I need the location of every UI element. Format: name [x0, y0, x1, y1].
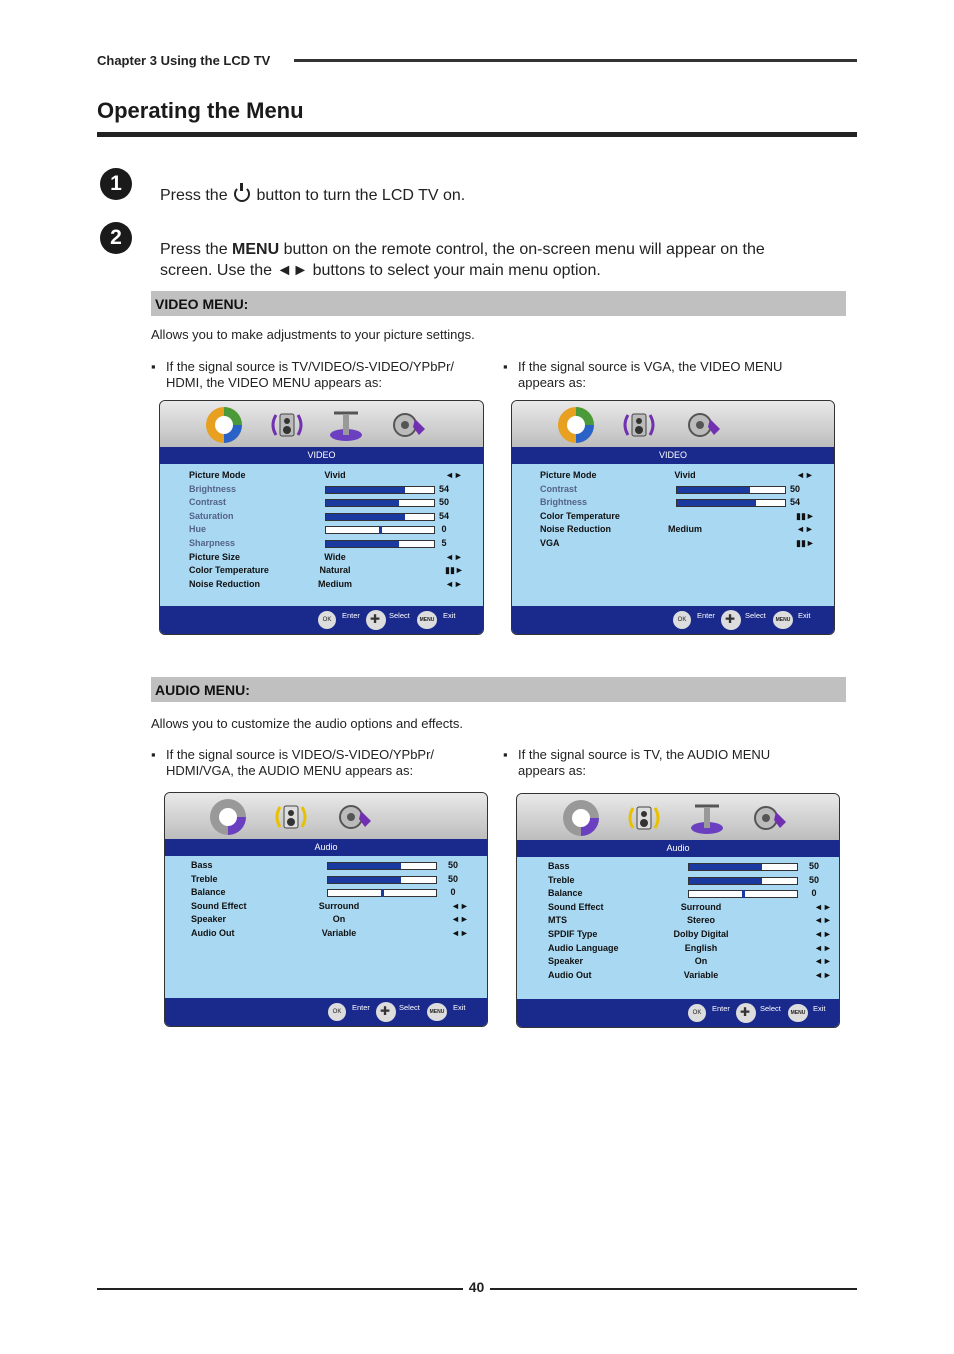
osd-row-number: 0 — [450, 887, 456, 898]
video-bullet-tv-line-2: HDMI, the VIDEO MENU appears as: — [166, 375, 383, 390]
osd-slider[interactable] — [327, 862, 437, 870]
setup-icon — [684, 405, 724, 445]
video-bullet-tv-text — [166, 359, 454, 391]
osd-row[interactable] — [189, 538, 473, 550]
menu-keyword: MENU — [232, 241, 280, 258]
osd-slider[interactable] — [327, 876, 437, 884]
page-number: 40 — [468, 1279, 485, 1295]
bullet-dot: ▪ — [503, 747, 508, 762]
osd-row-label: VGA — [540, 538, 560, 548]
osd-tab-title: VIDEO — [160, 447, 483, 464]
bullet-dot: ▪ — [503, 359, 508, 374]
dpad-icon — [376, 1002, 396, 1022]
osd-row-number: 0 — [811, 888, 817, 899]
audio-bullet-av-line-2: HDMI/VGA, the AUDIO MENU appears as: — [166, 763, 414, 778]
osd-icon-strip — [165, 793, 487, 839]
osd-row[interactable] — [540, 538, 824, 550]
osd-row-label: Picture Size — [189, 551, 241, 562]
osd-video-vga — [511, 400, 835, 635]
osd-row-label: MTS — [548, 915, 567, 926]
osd-row[interactable] — [189, 552, 473, 564]
step-1-text — [160, 185, 465, 206]
osd-row-label: Contrast — [189, 497, 227, 508]
slider-fill — [326, 514, 405, 520]
footer-rule-left — [97, 1288, 463, 1290]
left-right-arrow-icon: ◄► — [814, 969, 832, 980]
osd-row-number: 5 — [441, 538, 447, 548]
step-2-line-1 — [160, 239, 850, 260]
bullet-dot: ▪ — [151, 747, 156, 762]
osd-row[interactable] — [191, 901, 477, 913]
osd-row-label: Balance — [548, 888, 583, 899]
osd-row-number: 50 — [447, 873, 458, 884]
osd-row-value: Natural — [319, 565, 351, 576]
step-2-pre: Press the — [160, 241, 228, 258]
dpad-icon — [736, 1003, 756, 1023]
osd-row[interactable] — [540, 511, 824, 523]
video-bullet-tv-line-1: If the signal source is TV/VIDEO/S-VIDEO/YPbPr/ — [166, 359, 455, 374]
step-2-post: button on the remote control, the on-screen menu will appear on the — [283, 241, 765, 258]
dpad-icon — [721, 610, 741, 630]
audio-menu-heading-bar — [151, 677, 846, 702]
osd-audio-av — [164, 792, 488, 1027]
audio-bullet-tv — [503, 747, 843, 781]
osd-slider[interactable] — [325, 513, 435, 521]
video-bullet-tv — [151, 359, 491, 393]
ok-button-icon: OK — [318, 611, 336, 629]
osd-row-number: 50 — [438, 497, 449, 508]
video-bullet-vga-text — [518, 359, 782, 391]
bullet-dot: ▪ — [151, 359, 156, 374]
slider-fill — [689, 864, 762, 870]
osd-row-number: 50 — [808, 861, 819, 871]
osd-row-value: Surround — [318, 900, 360, 911]
step-1-post: button to turn the LCD TV on. — [256, 187, 466, 204]
osd-row[interactable] — [191, 914, 477, 926]
left-right-arrow-icon: ◄► — [814, 901, 832, 912]
osd-row-label: Picture Mode — [540, 470, 597, 480]
picture-icon — [561, 798, 601, 838]
exit-label: Exit — [813, 1004, 826, 1013]
osd-slider[interactable] — [325, 526, 435, 534]
video-bullet-vga-line-2: appears as: — [518, 375, 586, 390]
step-number-2: 2 — [100, 222, 132, 254]
left-right-arrow-icon: ◄► — [814, 956, 832, 967]
left-right-arrow-icon: ◄► — [445, 551, 463, 562]
osd-row[interactable] — [191, 874, 477, 886]
left-right-arrow-icon: ◄► — [445, 578, 463, 589]
slider-center-mark — [381, 889, 384, 897]
left-right-arrow-icon: ◄► — [451, 914, 469, 925]
osd-row-value: Dolby Digital — [673, 929, 729, 939]
slider-fill — [328, 877, 401, 883]
osd-row-number: 50 — [447, 860, 458, 870]
osd-row-label: Brightness — [540, 497, 588, 508]
osd-row-number: 54 — [789, 497, 800, 508]
slider-fill — [326, 487, 405, 493]
step-2-line-2: screen. Use the ◄► buttons to select your main menu option. — [160, 262, 601, 279]
osd-icon-strip — [517, 794, 839, 840]
left-right-arrow-icon: ◄► — [445, 470, 463, 480]
osd-row[interactable] — [189, 470, 473, 482]
video-bullet-vga — [503, 359, 843, 393]
osd-row-label: Balance — [191, 887, 226, 898]
audio-bullet-tv-line-1: If the signal source is TV, the AUDIO MENU — [518, 747, 771, 762]
exit-label: Exit — [798, 611, 811, 620]
osd-row[interactable] — [189, 524, 473, 536]
select-label: Select — [399, 1003, 420, 1012]
exit-label: Exit — [453, 1003, 466, 1012]
osd-slider[interactable] — [325, 486, 435, 494]
osd-video-tv — [159, 400, 484, 635]
video-menu-heading: VIDEO MENU: — [155, 296, 249, 312]
osd-row-value: On — [332, 914, 346, 925]
ok-button-icon: OK — [673, 611, 691, 629]
osd-row-label: Bass — [548, 861, 570, 871]
enter-submenu-icon: ▮▮► — [796, 510, 815, 521]
osd-row[interactable] — [548, 875, 829, 887]
step-number-1: 1 — [100, 168, 132, 200]
osd-row-value: Surround — [680, 901, 722, 912]
slider-fill — [689, 878, 762, 884]
osd-tab-title: Audio — [165, 839, 487, 856]
slider-fill — [677, 487, 750, 493]
chapter-label: Chapter 3 Using the LCD TV — [97, 53, 271, 68]
menu-button-icon: MENU — [773, 611, 793, 629]
audio-bullet-av — [151, 747, 491, 781]
osd-row-label: Saturation — [189, 510, 234, 521]
osd-row[interactable] — [191, 887, 477, 899]
osd-row[interactable] — [548, 861, 829, 873]
audio-bullet-tv-text — [518, 747, 770, 779]
ok-button-icon: OK — [688, 1004, 706, 1022]
picture-icon — [204, 405, 244, 445]
left-right-arrow-icon: ◄► — [451, 900, 469, 911]
enter-label: Enter — [342, 611, 360, 620]
osd-icon-strip — [512, 401, 834, 447]
step-2-text — [160, 239, 850, 281]
picture-icon — [208, 797, 248, 837]
left-right-arrow-icon: ◄► — [451, 928, 469, 938]
osd-tab-title: VIDEO — [512, 447, 834, 464]
enter-label: Enter — [697, 611, 715, 620]
exit-label: Exit — [443, 611, 456, 620]
slider-fill — [326, 541, 399, 547]
osd-row-value: Wide — [324, 551, 346, 562]
audio-bullet-tv-line-2: appears as: — [518, 763, 586, 778]
step-1-pre: Press the — [160, 187, 228, 204]
osd-row-value: Vivid — [324, 470, 346, 480]
menu-button-icon: MENU — [427, 1003, 447, 1021]
osd-legend-bar — [512, 606, 834, 634]
osd-row-label: Noise Reduction — [540, 524, 612, 535]
tv-channel-icon — [326, 405, 366, 445]
osd-row-value: Stereo — [686, 915, 715, 926]
osd-slider[interactable] — [325, 499, 435, 507]
osd-legend-bar — [160, 606, 483, 634]
osd-row-value: Medium — [667, 524, 702, 535]
osd-row[interactable] — [189, 565, 473, 577]
enter-submenu-icon: ▮▮► — [796, 538, 815, 548]
osd-slider[interactable] — [327, 889, 437, 897]
osd-row-label: Brightness — [189, 483, 237, 494]
enter-label: Enter — [352, 1003, 370, 1012]
video-menu-heading-bar — [151, 291, 846, 316]
osd-row-value: Variable — [683, 969, 719, 980]
osd-row[interactable] — [189, 579, 473, 591]
audio-icon — [271, 797, 311, 837]
osd-row-label: Audio Language — [548, 942, 619, 953]
osd-row-number: 50 — [808, 874, 819, 885]
osd-icon-strip — [160, 401, 483, 447]
osd-row-number: 0 — [441, 524, 447, 535]
power-icon — [234, 186, 250, 202]
osd-row[interactable] — [548, 901, 832, 914]
audio-icon — [619, 405, 659, 445]
osd-row-value: Variable — [321, 928, 357, 938]
osd-row-label: Speaker — [191, 914, 227, 925]
title-rule — [97, 132, 857, 137]
osd-row-label: SPDIF Type — [548, 929, 598, 939]
left-right-arrow-icon: ◄► — [796, 470, 814, 480]
left-right-arrow-icon: ◄► — [814, 929, 832, 939]
osd-row[interactable] — [548, 956, 832, 968]
osd-row[interactable] — [548, 969, 832, 982]
osd-row-number: 54 — [438, 510, 449, 521]
osd-row[interactable] — [191, 928, 477, 940]
ok-button-icon: OK — [328, 1003, 346, 1021]
osd-row[interactable] — [189, 497, 473, 509]
osd-row[interactable] — [540, 497, 824, 509]
left-right-arrow-icon: ◄► — [796, 524, 814, 535]
osd-legend-bar — [517, 999, 839, 1027]
setup-icon — [389, 405, 429, 445]
enter-label: Enter — [712, 1004, 730, 1013]
slider-fill — [328, 863, 401, 869]
left-right-arrow-icon: ◄► — [814, 915, 832, 926]
osd-row-label: Speaker — [548, 956, 584, 967]
osd-row-label: Sound Effect — [548, 901, 604, 912]
osd-slider[interactable] — [688, 890, 798, 898]
osd-row[interactable] — [548, 888, 829, 900]
osd-row-value: English — [684, 942, 718, 953]
osd-row[interactable] — [548, 929, 832, 941]
osd-slider[interactable] — [676, 486, 786, 494]
osd-row-value: Vivid — [674, 470, 696, 480]
tv-channel-icon — [687, 798, 727, 838]
osd-row-label: Noise Reduction — [189, 578, 261, 589]
page-title: Operating the Menu — [97, 98, 304, 123]
video-bullet-vga-line-1: If the signal source is VGA, the VIDEO MENU — [518, 359, 783, 374]
osd-tab-title: Audio — [517, 840, 839, 857]
osd-row-label: Audio Out — [191, 928, 235, 938]
enter-submenu-icon: ▮▮► — [445, 565, 464, 576]
osd-row[interactable] — [540, 484, 824, 496]
menu-button-icon: MENU — [417, 611, 437, 629]
dpad-icon — [366, 610, 386, 630]
osd-row[interactable] — [189, 511, 473, 523]
osd-row[interactable] — [191, 860, 477, 872]
osd-row[interactable] — [540, 524, 824, 536]
osd-slider[interactable] — [325, 540, 435, 548]
osd-row-label: Bass — [191, 860, 213, 870]
menu-button-icon: MENU — [788, 1004, 808, 1022]
osd-row[interactable] — [548, 942, 832, 955]
audio-icon — [624, 798, 664, 838]
osd-slider[interactable] — [688, 863, 798, 871]
osd-row-number: 50 — [789, 483, 800, 494]
slider-center-mark — [379, 526, 382, 534]
select-label: Select — [745, 611, 766, 620]
left-right-arrow-icon: ◄► — [814, 942, 832, 953]
audio-bullet-av-text — [166, 747, 434, 779]
osd-row-label: Hue — [189, 524, 207, 535]
osd-row-number: 54 — [438, 483, 449, 494]
slider-center-mark — [742, 890, 745, 898]
osd-slider[interactable] — [688, 877, 798, 885]
osd-row-label: Sound Effect — [191, 900, 247, 911]
footer-rule-right — [490, 1288, 857, 1290]
audio-menu-description: Allows you to customize the audio options and effects. — [151, 716, 463, 731]
audio-icon — [267, 405, 307, 445]
picture-icon — [556, 405, 596, 445]
osd-row-value: Medium — [317, 578, 352, 589]
osd-row[interactable] — [548, 915, 832, 927]
setup-icon — [335, 797, 375, 837]
osd-row-label: Treble — [548, 874, 575, 885]
osd-row-value: On — [694, 956, 708, 967]
slider-fill — [677, 500, 756, 506]
slider-fill — [326, 500, 399, 506]
setup-icon — [750, 798, 790, 838]
osd-row[interactable] — [189, 484, 473, 496]
audio-menu-heading: AUDIO MENU: — [155, 682, 250, 698]
osd-row-label: Sharpness — [189, 538, 236, 548]
osd-row-label: Audio Out — [548, 969, 592, 980]
audio-bullet-av-line-1: If the signal source is VIDEO/S-VIDEO/YPbPr/ — [166, 747, 435, 762]
osd-audio-tv — [516, 793, 840, 1028]
osd-slider[interactable] — [676, 499, 786, 507]
chapter-rule — [294, 59, 857, 62]
select-label: Select — [760, 1004, 781, 1013]
osd-row-label: Treble — [191, 873, 218, 884]
osd-row-label: Color Temperature — [540, 510, 620, 521]
select-label: Select — [389, 611, 410, 620]
osd-row[interactable] — [540, 470, 824, 482]
osd-row-label: Contrast — [540, 483, 578, 494]
video-menu-description: Allows you to make adjustments to your picture settings. — [151, 327, 475, 342]
osd-row-label: Picture Mode — [189, 470, 246, 480]
osd-row-label: Color Temperature — [189, 565, 269, 576]
osd-legend-bar — [165, 998, 487, 1026]
